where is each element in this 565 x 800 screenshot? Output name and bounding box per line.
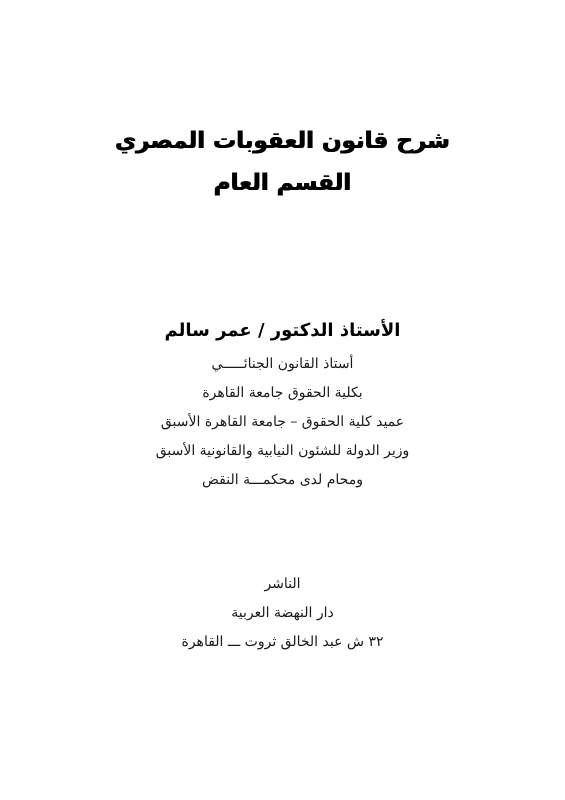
publisher-address: ٣٢ ش عبد الخالق ثروت ـــ القاهرة bbox=[181, 634, 384, 650]
author-credential-5: ومحام لدى محكمـــة النقض bbox=[202, 472, 363, 488]
author-credential-2: بكلية الحقوق جامعة القاهرة bbox=[202, 385, 363, 401]
publisher-name: دار النهضة العربية bbox=[231, 605, 334, 621]
author-name: الأستاذ الدكتور / عمر سالم bbox=[164, 320, 401, 341]
author-credential-3: عميد كلية الحقوق – جامعة القاهرة الأسبق bbox=[160, 414, 405, 430]
author-credential-4: وزير الدولة للشئون النيابية والقانونية الأسبق bbox=[155, 443, 410, 459]
book-title-line-1: شرح قانون العقوبات المصري bbox=[115, 128, 450, 154]
book-title-line-2: القسم العام bbox=[213, 170, 352, 196]
publisher-label: الناشر bbox=[264, 576, 301, 592]
author-credential-1: أستاذ القانون الجنائـــــي bbox=[211, 356, 354, 372]
